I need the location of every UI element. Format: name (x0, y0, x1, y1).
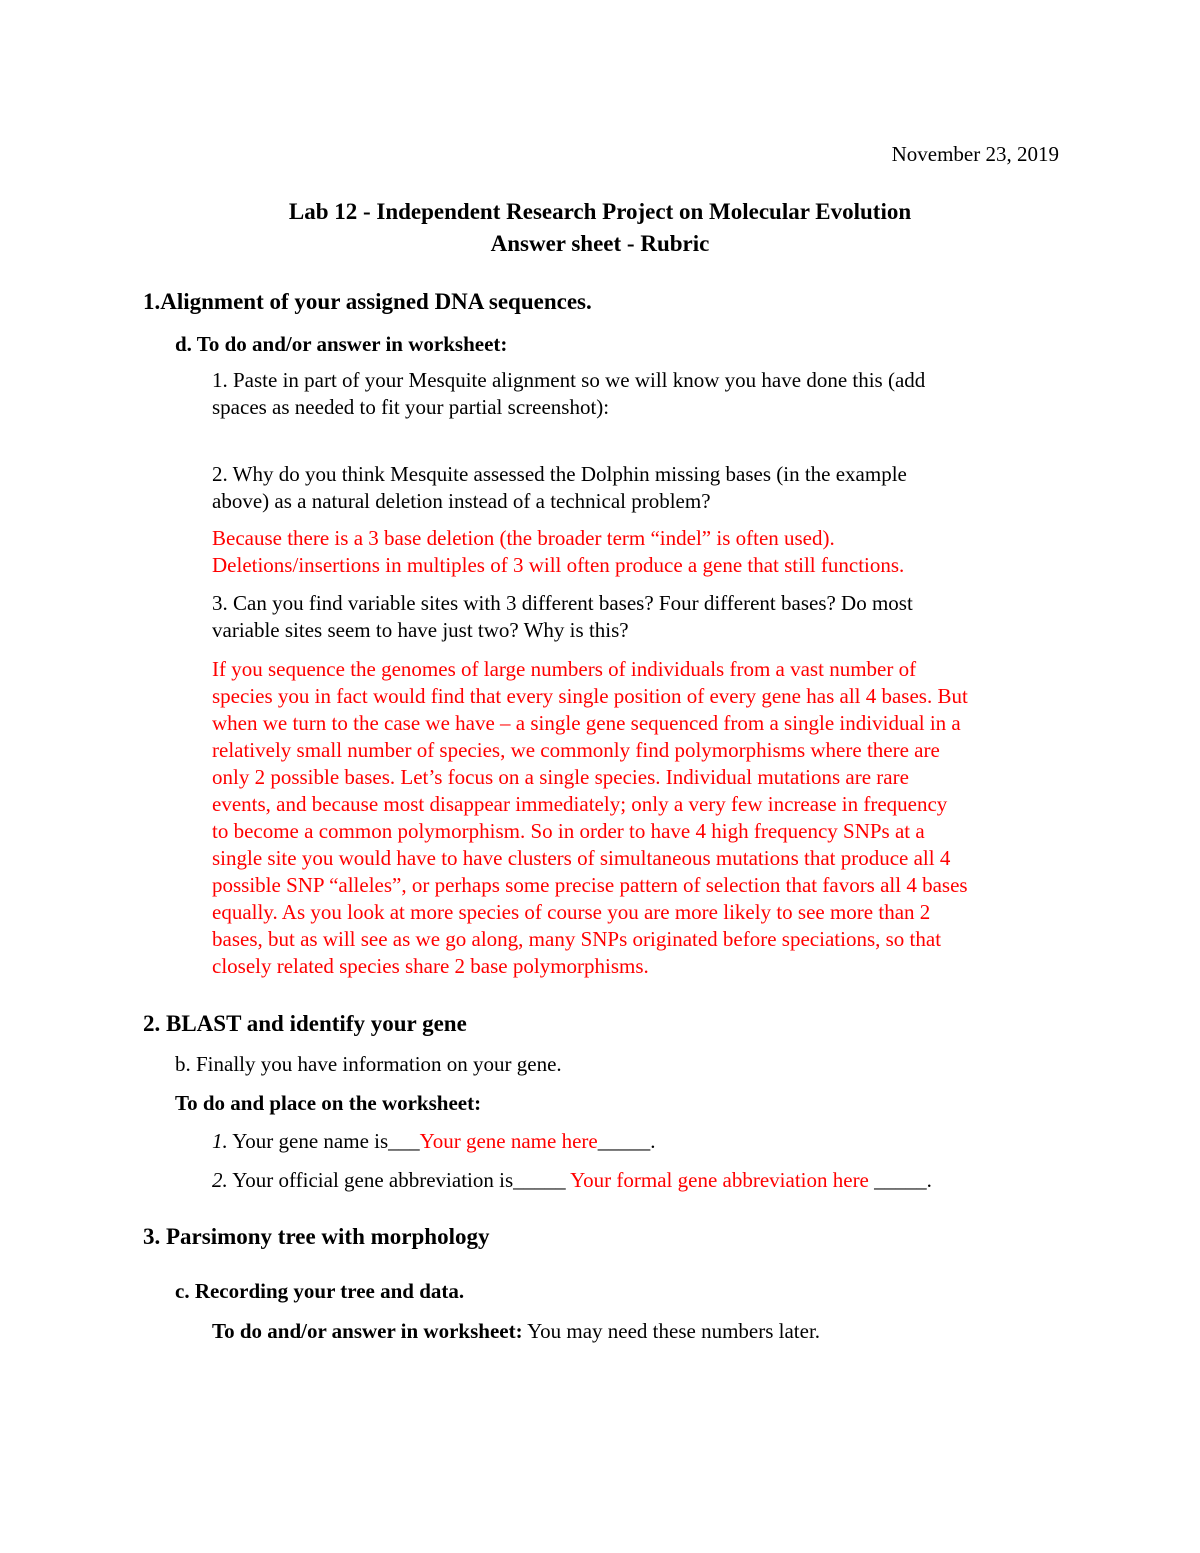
answer-3-line: possible SNP “alleles”, or perhaps some precise pattern of selection that favors all 4 bases (212, 873, 968, 897)
question-2 (212, 461, 907, 515)
answer-3-line: relatively small number of species, we commonly find polymorphisms where there are (212, 738, 940, 762)
document-title: Lab 12 - Independent Research Project on Molecular Evolution (288, 199, 912, 224)
answer-3-line: events, and because most disappear immediately; only a very few increase in frequency (212, 792, 948, 816)
section3-heading: 3. Parsimony tree with morphology (143, 1224, 490, 1249)
section2-todo: To do and place on the worksheet: (175, 1091, 482, 1115)
question-3-line: variable sites seem to have just two? Why is this? (212, 618, 629, 642)
question-1-line: 1. Paste in part of your Mesquite alignment so we will know you have done this (add (212, 368, 926, 392)
section3-todo-text: You may need these numbers later. (522, 1319, 821, 1343)
question-3 (212, 590, 913, 644)
gene-abbreviation-label: Your official gene abbreviation is_____ (227, 1168, 571, 1192)
gene-name-tail: _____. (597, 1129, 656, 1153)
gene-abbreviation-number: 2. (212, 1168, 228, 1192)
gene-abbreviation-item (212, 1167, 932, 1194)
question-2-line: 2. Why do you think Mesquite assessed the Dolphin missing bases (in the example (212, 462, 907, 486)
answer-3-line: only 2 possible bases. Let’s focus on a single species. Individual mutations are rare (212, 765, 909, 789)
answer-2-line: Because there is a 3 base deletion (the broader term “indel” is often used). (212, 526, 835, 550)
document-subtitle: Answer sheet - Rubric (490, 231, 710, 256)
section3-subheading-c: c. Recording your tree and data. (175, 1279, 465, 1303)
section1-subheading-d: d. To do and/or answer in worksheet: (175, 332, 508, 356)
section3-todo-label: To do and/or answer in worksheet: (212, 1319, 523, 1343)
section1-heading (143, 289, 592, 315)
answer-3 (212, 656, 968, 980)
gene-name-answer: Your gene name here (419, 1129, 598, 1153)
question-1 (212, 367, 925, 421)
section3-todo (212, 1318, 820, 1345)
answer-3-line: If you sequence the genomes of large numbers of individuals from a vast number of (212, 657, 917, 681)
answer-3-line: when we turn to the case we have – a single gene sequenced from a single individual in a (212, 711, 961, 735)
question-1-line: spaces as needed to fit your partial screenshot): (212, 395, 610, 419)
answer-3-line: closely related species share 2 base polymorphisms. (212, 954, 649, 978)
answer-3-line: bases, but as will see as we go along, many SNPs originated before speciations, so that (212, 927, 942, 951)
question-3-line: 3. Can you find variable sites with 3 different bases? Four different bases? Do most (212, 591, 913, 615)
section1-heading-text: Alignment of your assigned DNA sequences. (160, 289, 592, 314)
answer-3-line: to become a common polymorphism. So in order to have 4 high frequency SNPs at a (212, 819, 925, 843)
answer-3-line: species you in fact would find that every single position of every gene has all 4 bases. But (212, 684, 968, 708)
document-date: November 23, 2019 (891, 142, 1059, 166)
gene-name-number: 1. (212, 1129, 228, 1153)
section1-number: 1. (143, 289, 161, 314)
gene-abbreviation-answer: Your formal gene abbreviation here (570, 1168, 869, 1192)
answer-2 (212, 525, 904, 579)
section2-heading: 2. BLAST and identify your gene (143, 1011, 467, 1036)
answer-3-line: single site you would have to have clusters of simultaneous mutations that produce all 4 (212, 846, 951, 870)
answer-3-line: equally. As you look at more species of course you are more likely to see more than 2 (212, 900, 931, 924)
question-2-line: above) as a natural deletion instead of a technical problem? (212, 489, 711, 513)
gene-name-label: Your gene name is___ (227, 1129, 420, 1153)
section2-subheading-b: b. Finally you have information on your gene. (175, 1052, 562, 1076)
gene-abbreviation-tail: _____. (868, 1168, 932, 1192)
gene-name-item (212, 1128, 655, 1155)
answer-2-line: Deletions/insertions in multiples of 3 will often produce a gene that still functions. (212, 553, 905, 577)
